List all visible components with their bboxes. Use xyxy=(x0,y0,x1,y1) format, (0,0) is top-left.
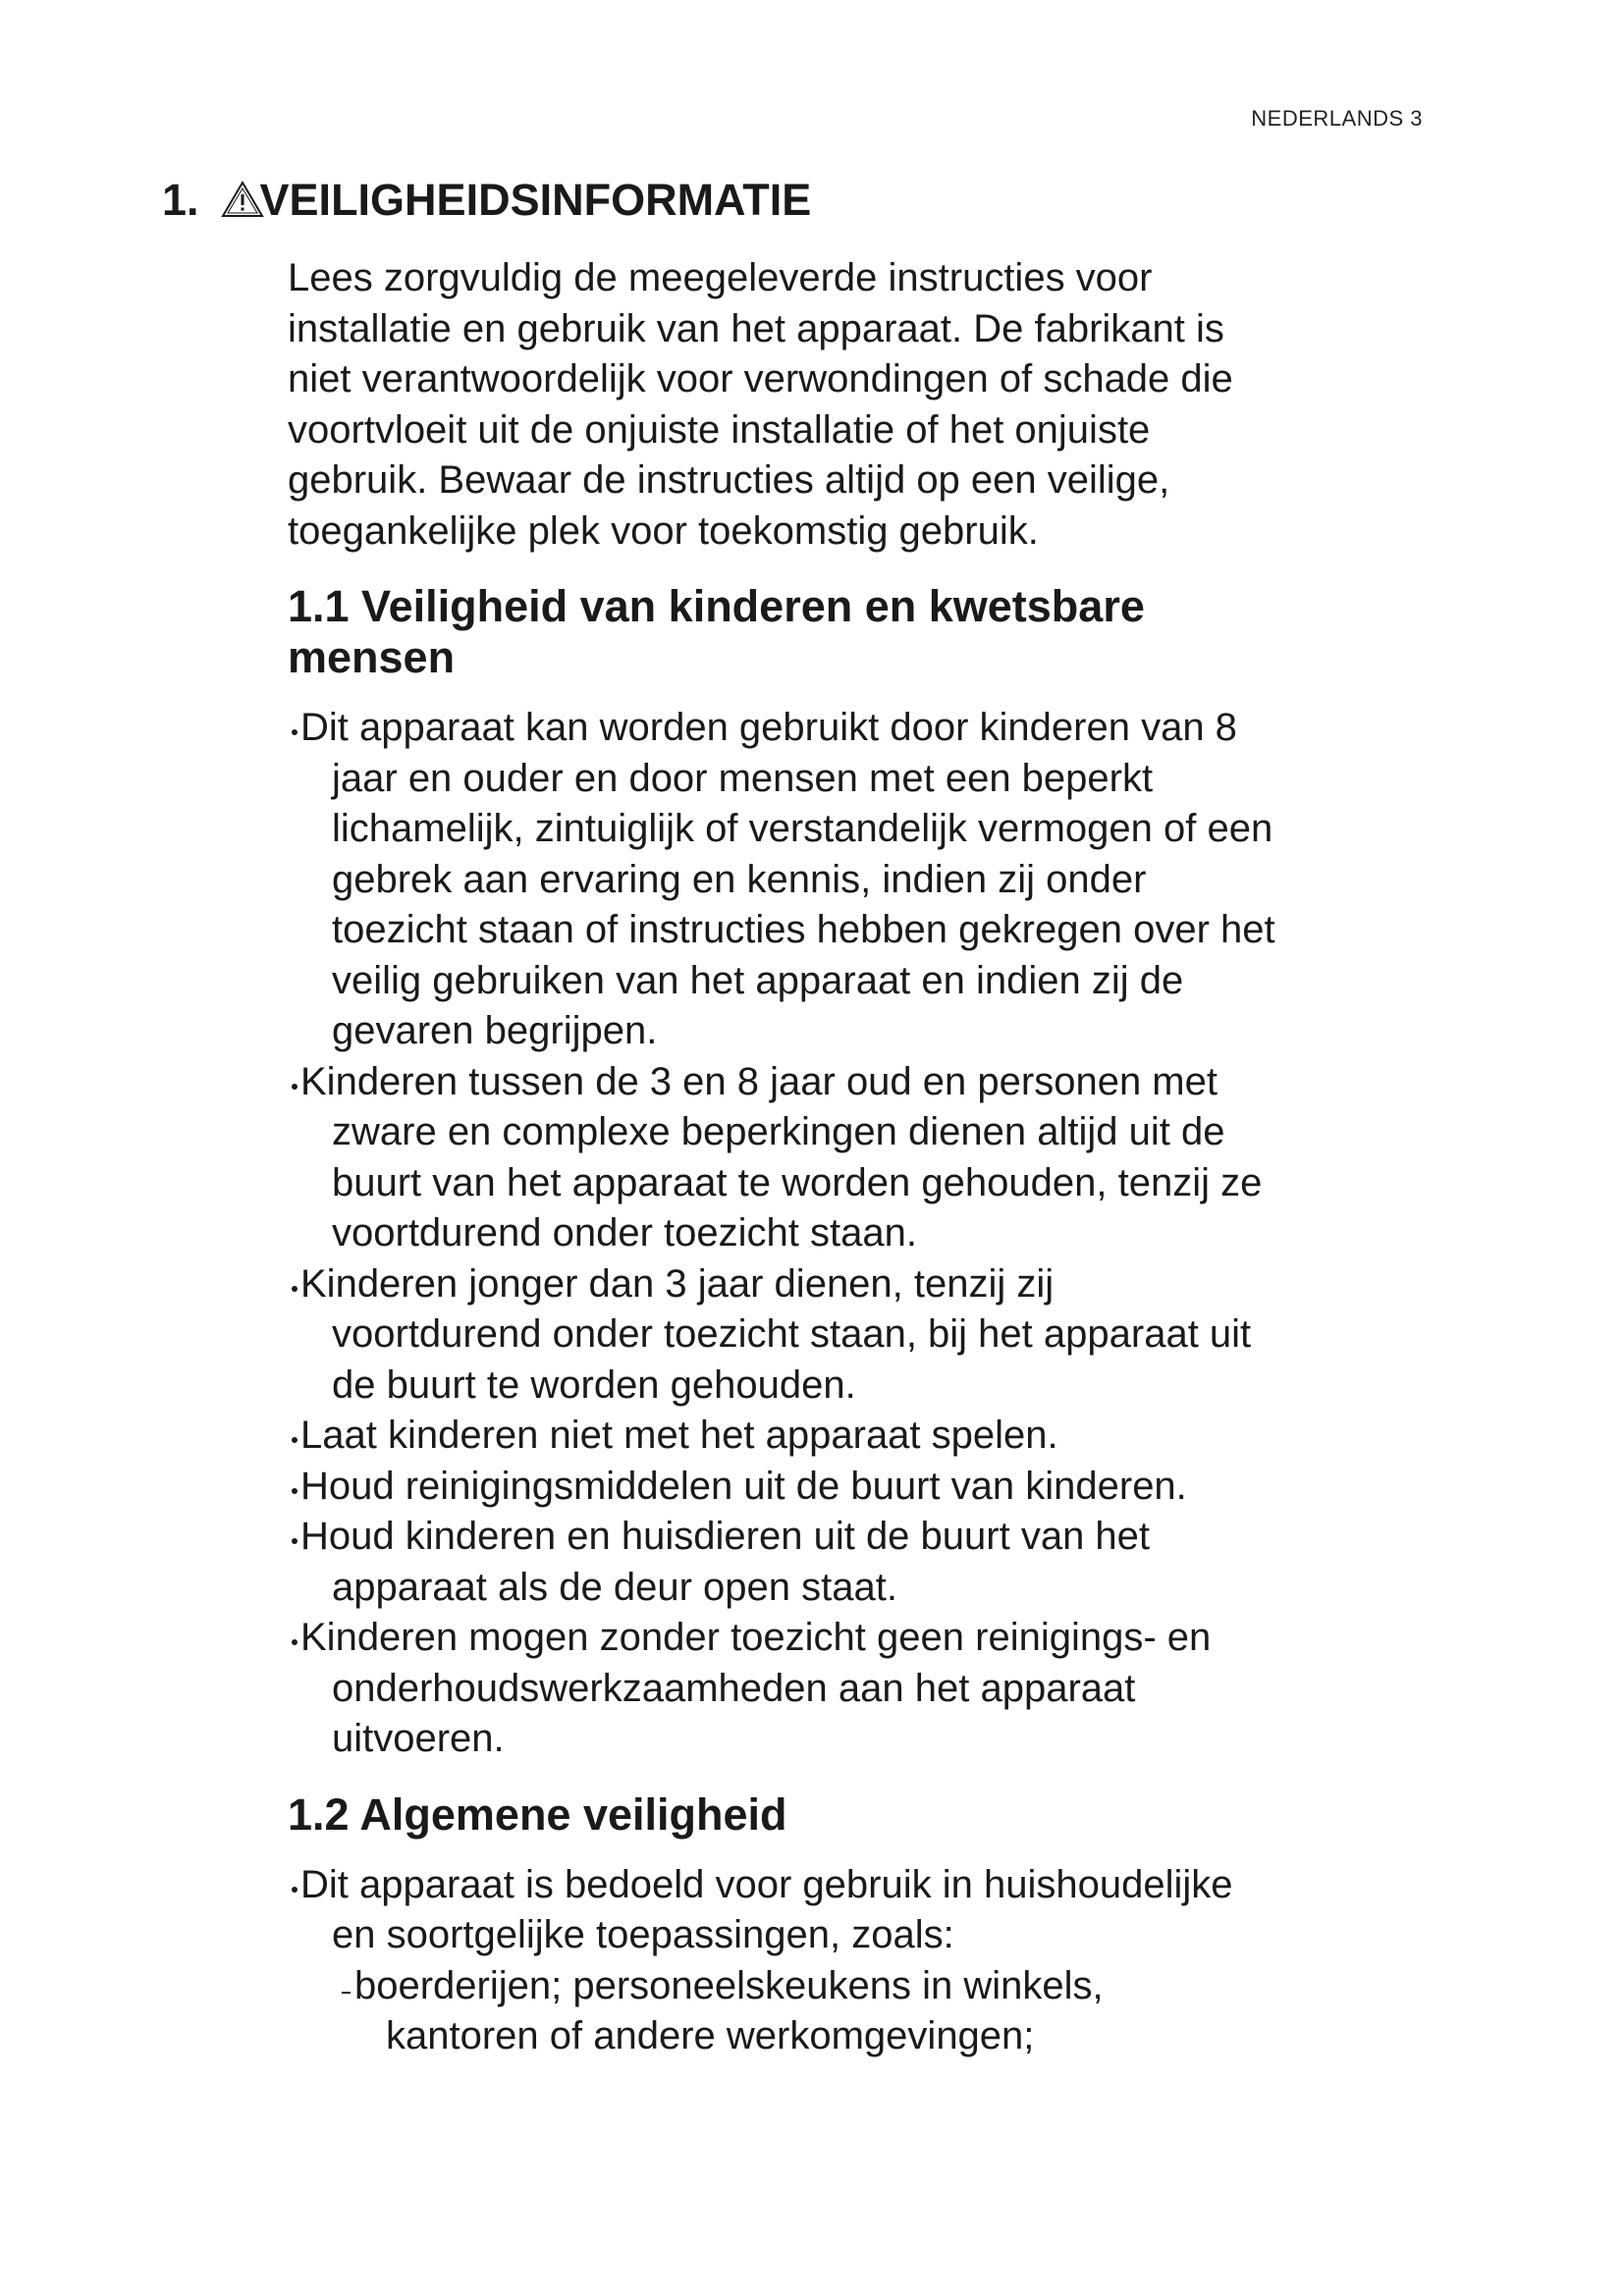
list-item-line: Kinderen mogen zonder toezicht geen reinigings- en xyxy=(300,1616,1212,1659)
section-1-2-list xyxy=(288,1860,1495,2062)
page-header: NEDERLANDS 3 xyxy=(1251,106,1423,131)
dash-icon xyxy=(342,1992,351,1994)
content xyxy=(288,253,1495,2062)
bullet-icon xyxy=(292,1639,298,1645)
list-item-line: toezicht staan of instructies hebben gekregen over het xyxy=(332,908,1275,951)
list-item-line: Houd reinigingsmiddelen uit de buurt van kinderen. xyxy=(300,1464,1187,1508)
list-item-line: jaar en ouder en door mensen met een beperkt xyxy=(332,756,1154,800)
bullet-icon xyxy=(292,1538,298,1544)
list-item-line: gevaren begrijpen. xyxy=(332,1009,658,1052)
heading-line: mensen xyxy=(288,632,456,682)
intro-line: toegankelijke plek voor toekomstig gebruik. xyxy=(288,508,1039,553)
list-item-line: de buurt te worden gehouden. xyxy=(332,1362,856,1407)
list-item-line: veilig gebruiken van het apparaat en indien zij de xyxy=(332,958,1184,1002)
list-item xyxy=(288,1411,1495,1462)
chapter-title xyxy=(162,175,811,226)
list-item-line: zware en complexe beperkingen dienen altijd uit de xyxy=(332,1110,1225,1153)
list-item xyxy=(288,1462,1495,1513)
bullet-icon xyxy=(292,1437,298,1443)
chapter-number: 1. xyxy=(162,175,199,225)
bullet-icon xyxy=(292,1887,298,1893)
bullet-icon xyxy=(292,729,298,735)
warning-triangle-icon xyxy=(221,179,264,218)
sub-list-item-line: boerderijen; personeelskeukens in winkels, xyxy=(354,1963,1104,2007)
intro-line: installatie en gebruik van het apparaat. De fabrikant is xyxy=(288,306,1224,350)
list-item-line: Laat kinderen niet met het apparaat spelen. xyxy=(300,1414,1058,1457)
section-1-1-list xyxy=(288,703,1495,1765)
list-item-line: Dit apparaat is bedoeld voor gebruik in huishoudelijke xyxy=(300,1862,1233,1906)
sub-list xyxy=(332,1961,1495,2062)
list-item-line: buurt van het apparaat te worden gehouden, tenzij ze xyxy=(332,1160,1263,1204)
bullet-icon xyxy=(292,1286,298,1292)
list-item-line: voortdurend onder toezicht staan. xyxy=(332,1211,917,1255)
list-item-line: lichamelijk, zintuiglijk of verstandelijk vermogen of een xyxy=(332,807,1273,850)
chapter-title-text: VEILIGHEIDSINFORMATIE xyxy=(259,175,812,225)
list-item-line: uitvoeren. xyxy=(332,1717,505,1760)
list-item-line: gebrek aan ervaring en kennis, indien zij onder xyxy=(332,857,1147,901)
list-item xyxy=(288,703,1495,1057)
list-item xyxy=(288,1860,1495,2062)
sub-list-item xyxy=(332,1961,1495,2062)
list-item xyxy=(288,1613,1495,1765)
intro-line: niet verantwoordelijk voor verwondingen of schade die xyxy=(288,357,1233,400)
intro-line: gebruik. Bewaar de instructies altijd op een veilige, xyxy=(288,458,1170,502)
list-item-line: onderhoudswerkzaamheden aan het apparaat xyxy=(332,1666,1136,1710)
intro-paragraph xyxy=(288,253,1495,557)
list-item xyxy=(288,1057,1495,1259)
list-item xyxy=(288,1259,1495,1412)
list-item-line: en soortgelijke toepassingen, zoals: xyxy=(332,1913,954,1956)
intro-line: Lees zorgvuldig de meegeleverde instructies voor xyxy=(288,256,1153,299)
heading-line: 1.1 Veiligheid van kinderen en kwetsbare xyxy=(288,581,1145,631)
list-item-line: Kinderen jonger dan 3 jaar dienen, tenzij zij xyxy=(300,1261,1055,1306)
list-item-line: Kinderen tussen de 3 en 8 jaar oud en personen met xyxy=(300,1059,1218,1103)
heading-line: 1.2 Algemene veiligheid xyxy=(288,1789,787,1840)
section-1-1-heading xyxy=(288,581,1495,683)
intro-line: voortvloeit uit de onjuiste installatie of het onjuiste xyxy=(288,407,1151,452)
bullet-icon xyxy=(292,1084,298,1090)
bullet-icon xyxy=(292,1488,298,1494)
list-item-line: Houd kinderen en huisdieren uit de buurt van het xyxy=(300,1515,1151,1558)
list-item-line: Dit apparaat kan worden gebruikt door kinderen van 8 xyxy=(300,706,1237,749)
sub-list-item-line: kantoren of andere werkomgevingen; xyxy=(386,2014,1035,2057)
list-item-line: voortdurend onder toezicht staan, bij het apparaat uit xyxy=(332,1312,1252,1356)
list-item xyxy=(288,1512,1495,1613)
list-item-line: apparaat als de deur open staat. xyxy=(332,1565,897,1609)
section-1-2-heading xyxy=(288,1789,1495,1841)
